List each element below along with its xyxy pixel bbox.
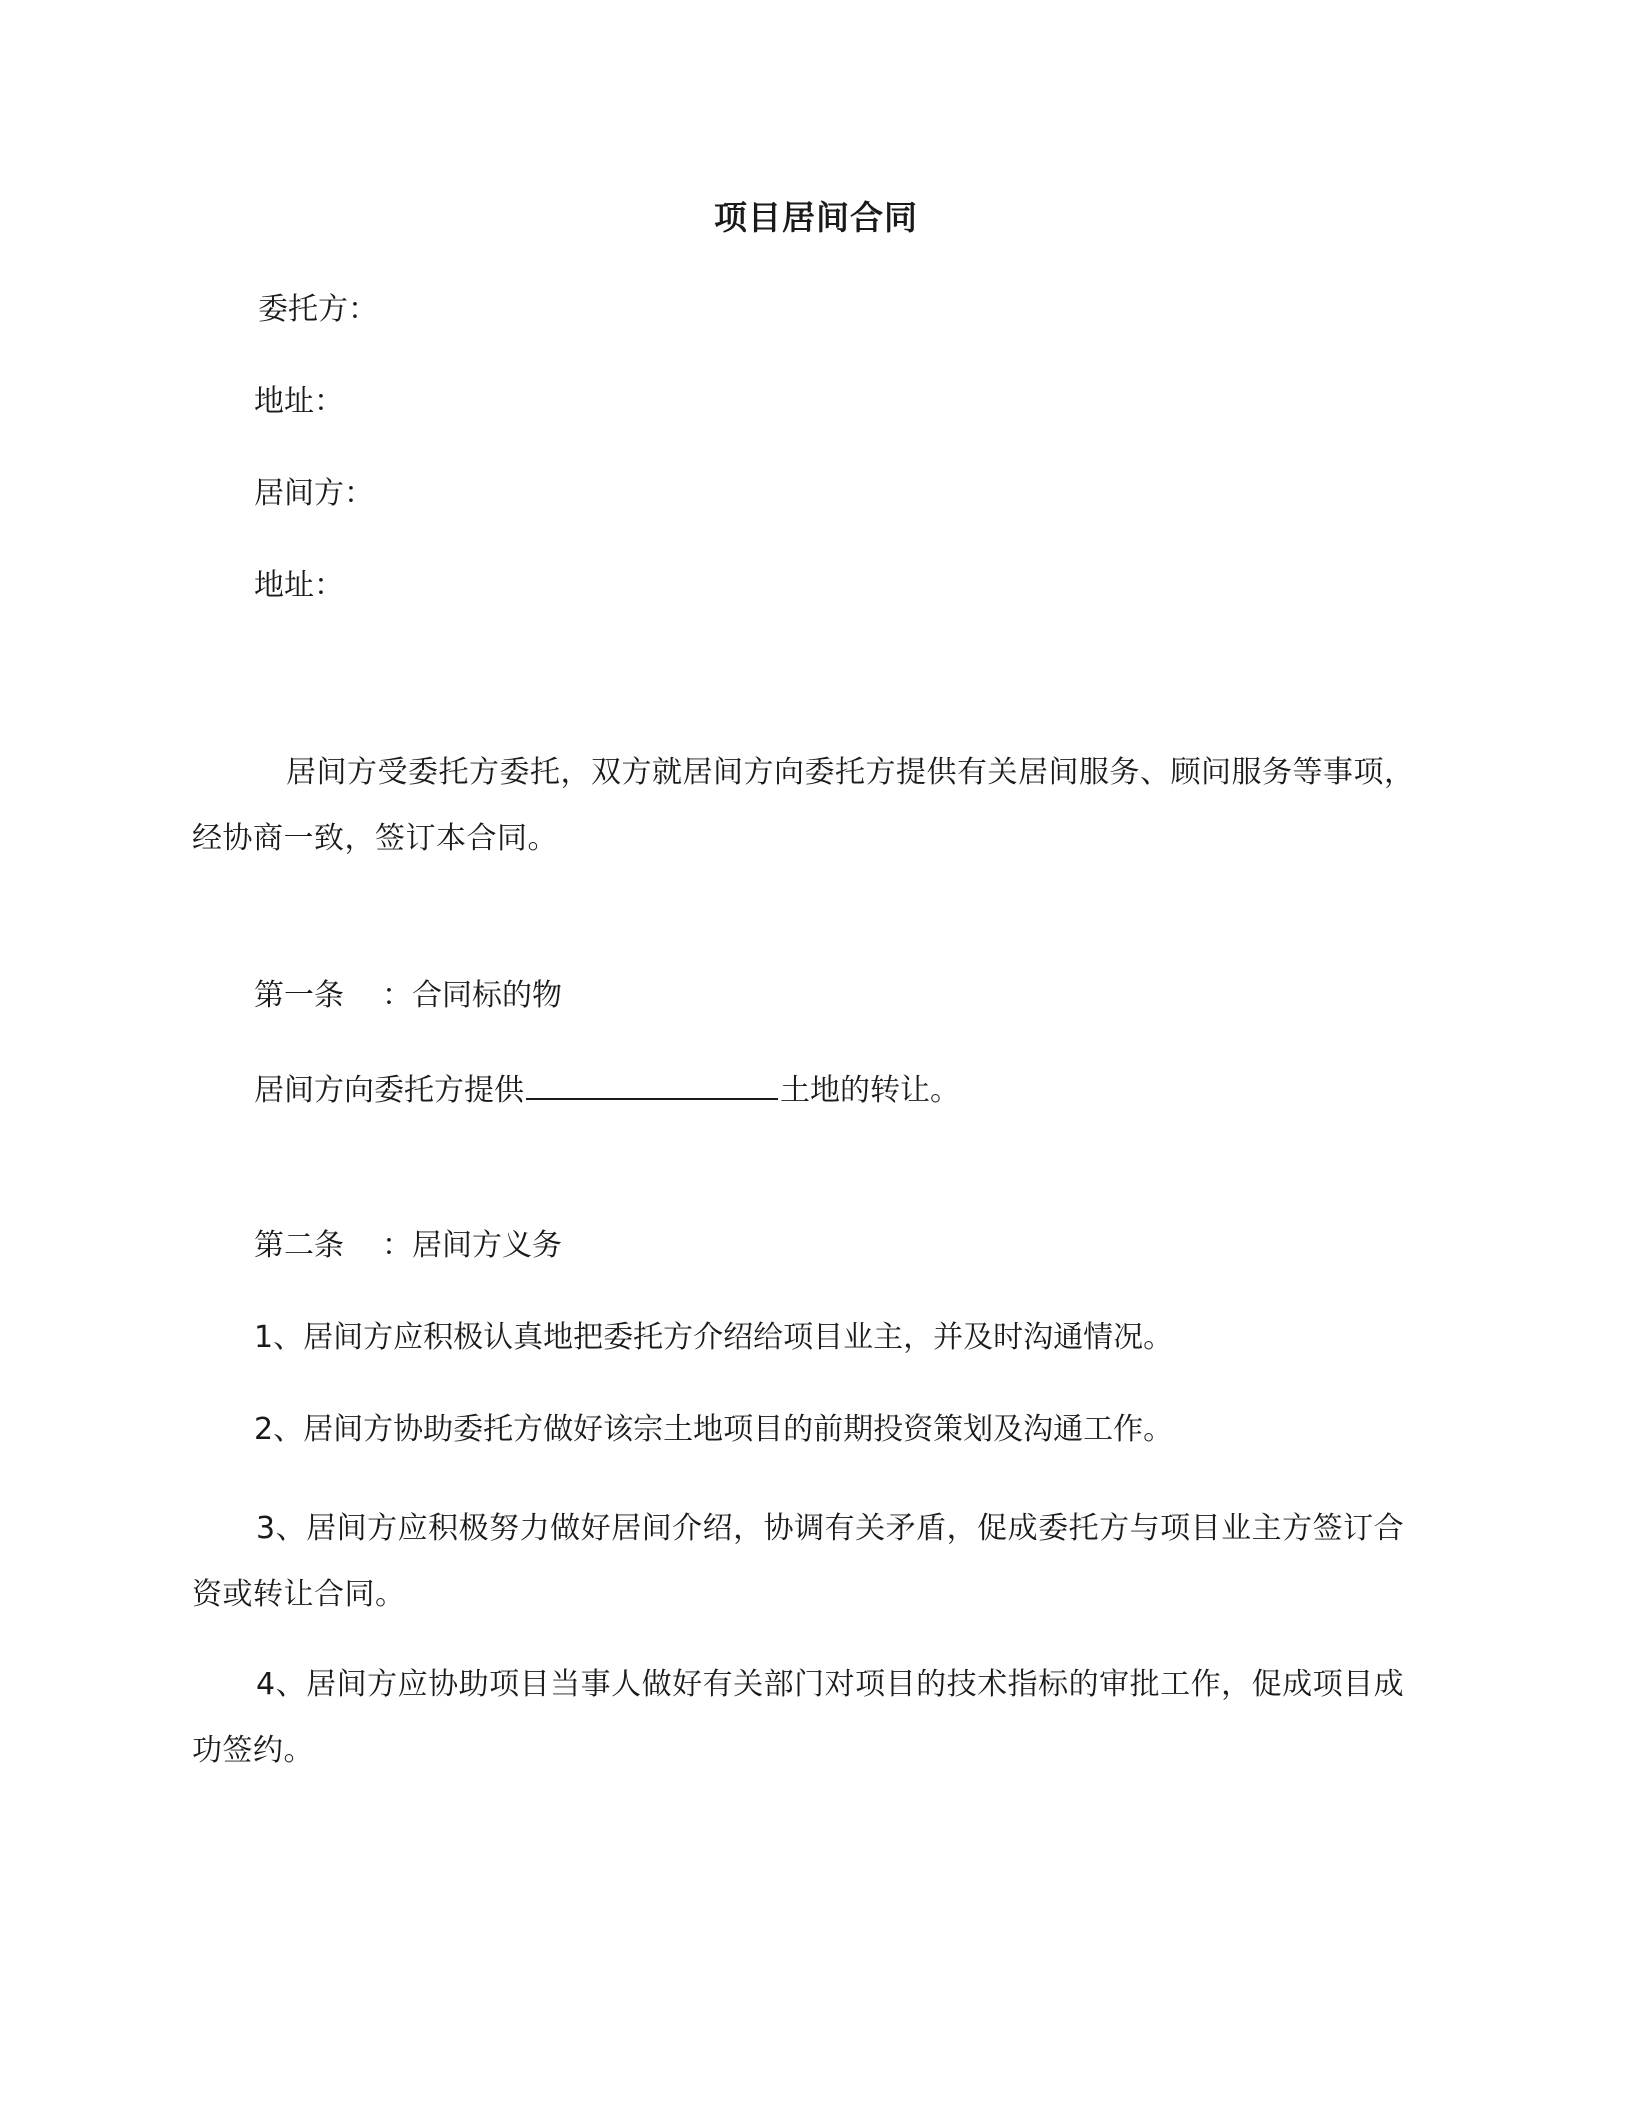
article-1-body-after: 土地的转让。 [780,1073,960,1108]
article-1-title: 合同标的物 [412,978,562,1013]
fill-in-blank [526,1068,778,1100]
intermediary-label: 居间方： [254,476,374,511]
article-2-item-2: 2、居间方协助委托方做好该宗土地项目的前期投资策划及沟通工作。 [254,1412,1174,1447]
article-1-colon: ： [382,978,412,1013]
intro-paragraph: 居间方受委托方委托，双方就居间方向委托方提供有关居间服务、顾问服务等事项，经协商一致，签订本合同。 [192,755,1415,856]
article-2-item-1: 1、居间方应积极认真地把委托方介绍给项目业主，并及时沟通情况。 [254,1320,1174,1355]
principal-label: 委托方： [258,292,378,327]
article-2-heading [254,1226,562,1266]
intermediary-address-label: 地址： [254,568,344,603]
document-title: 项目居间合同 [714,198,918,237]
article-2-item-3: 3、居间方应积极努力做好居间介绍，协调有关矛盾，促成委托方与项目业主方签订合资或转让合同。 [192,1511,1405,1612]
article-1-heading [254,976,562,1016]
article-2-title: 居间方义务 [412,1228,562,1263]
article-1-body [254,1068,960,1111]
article-2-label: 第二条 [254,1228,344,1263]
article-1-body-before: 居间方向委托方提供 [254,1073,524,1108]
article-1-label: 第一条 [254,978,344,1013]
article-2-colon: ： [382,1228,412,1263]
principal-address-label: 地址： [254,384,344,419]
article-2-item-4: 4、居间方应协助项目当事人做好有关部门对项目的技术指标的审批工作，促成项目成功签约。 [192,1667,1405,1768]
